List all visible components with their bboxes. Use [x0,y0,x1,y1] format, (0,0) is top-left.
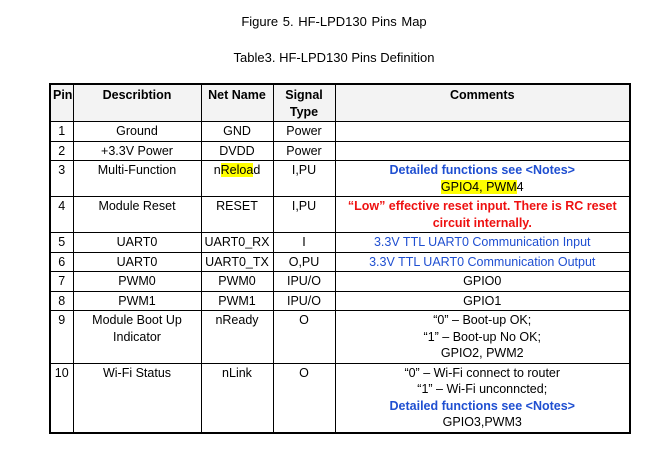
comment-reset-warning: “Low” effective reset input. There is RC reset [347,199,617,213]
table-row [50,161,630,197]
cell-pin: 8 [50,291,73,311]
table-row [50,291,630,311]
header-signal-type [273,84,335,122]
net-name-suffix: d [253,163,261,177]
cell-signal-type: IPU/O [273,291,335,311]
cell-signal-type: O,PU [273,252,335,272]
cell-pin: 4 [50,197,73,233]
comment-notes-link: Detailed functions see <Notes> [389,398,575,413]
cell-pin: 9 [50,311,73,364]
cell-comments [335,311,630,364]
cell-signal-type: I,PU [273,161,335,197]
cell-net-name: RESET [201,197,273,233]
cell-comments [335,141,630,161]
header-comments: Comments [335,84,630,122]
description-line1: Module Boot Up [92,313,182,327]
table-row [50,141,630,161]
cell-pin: 3 [50,161,73,197]
comment-notes-link: Detailed functions see <Notes> [389,163,575,177]
table-row [50,233,630,253]
cell-net-name: UART0_RX [201,233,273,253]
comment-line2: “1” – Boot-up No OK; [423,329,541,344]
cell-signal-type: O [273,363,335,433]
cell-description: PWM1 [73,291,201,311]
cell-description: UART0 [73,233,201,253]
net-name-highlight: Reloa [220,163,254,177]
cell-description: Module Reset [73,197,201,233]
cell-signal-type: Power [273,122,335,142]
cell-comments [335,363,630,433]
table-row [50,122,630,142]
comment-line1: “0” – Boot-up OK; [433,313,532,327]
cell-net-name: DVDD [201,141,273,161]
comment-line1: “0” – Wi-Fi connect to router [404,365,561,380]
cell-comments: GPIO0 [335,272,630,292]
cell-net-name: PWM0 [201,272,273,292]
cell-comments: 3.3V TTL UART0 Communication Input [335,233,630,253]
cell-description [73,311,201,364]
header-signal-type-line1: Signal [285,88,323,102]
header-description: Describtion [73,84,201,122]
cell-net-name: PWM1 [201,291,273,311]
cell-pin: 5 [50,233,73,253]
table-caption: Table3. HF-LPD130 Pins Definition [233,50,435,65]
cell-description: Wi-Fi Status [73,363,201,433]
cell-net-name: nReady [201,311,273,364]
header-pin: Pin [50,84,73,122]
cell-signal-type: O [273,311,335,364]
description-line2: Indicator [113,329,161,344]
cell-signal-type: I [273,233,335,253]
table-row [50,197,630,233]
cell-signal-type: I,PU [273,197,335,233]
pins-definition-table [49,83,631,434]
cell-net-name: UART0_TX [201,252,273,272]
cell-pin: 7 [50,272,73,292]
table-row [50,363,630,433]
cell-comments [335,161,630,197]
cell-net-name [201,161,273,197]
cell-description: Ground [73,122,201,142]
cell-pin: 6 [50,252,73,272]
cell-description: UART0 [73,252,201,272]
comment-gpio-suffix: 4 [516,179,524,194]
cell-comments [335,197,630,233]
net-name-prefix: n [213,163,221,177]
comment-line2: “1” – Wi-Fi unconncted; [417,382,548,396]
cell-comments [335,122,630,142]
table-header-row [50,84,630,122]
comment-gpio-highlight: GPIO4, PWM [440,179,517,194]
cell-comments: GPIO1 [335,291,630,311]
cell-description: Multi-Function [73,161,201,197]
comment-reset-warning-cont: circuit internally. [432,215,532,230]
table-row [50,311,630,364]
cell-signal-type: IPU/O [273,272,335,292]
cell-signal-type: Power [273,141,335,161]
comment-line3: GPIO2, PWM2 [440,346,524,360]
header-net-name: Net Name [201,84,273,122]
cell-net-name: GND [201,122,273,142]
cell-pin: 10 [50,363,73,433]
comment-line4: GPIO3,PWM3 [442,415,522,429]
header-signal-type-line2: Type [289,104,319,119]
cell-comments: 3.3V TTL UART0 Communication Output [335,252,630,272]
cell-description: +3.3V Power [73,141,201,161]
cell-pin: 1 [50,122,73,142]
cell-pin: 2 [50,141,73,161]
figure-caption: Figure 5. HF-LPD130 Pins Map [241,14,427,29]
cell-description: PWM0 [73,272,201,292]
table-row [50,252,630,272]
cell-net-name: nLink [201,363,273,433]
table-row [50,272,630,292]
